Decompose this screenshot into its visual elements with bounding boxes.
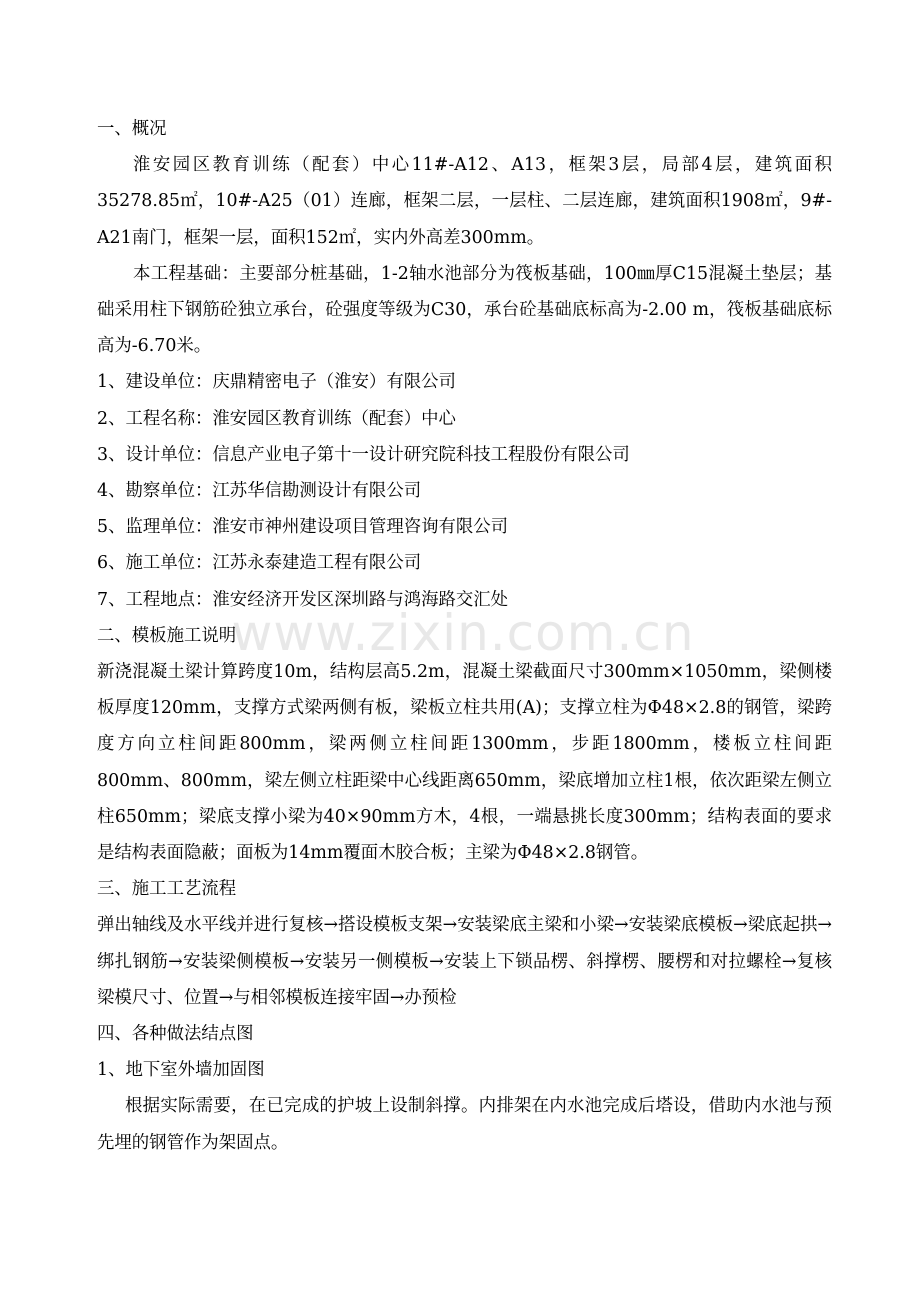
process-flow-paragraph: 弹出轴线及水平线并进行复核→搭设模板支架→安装梁底主梁和小梁→安装梁底模板→梁底起拱→绑扎钢筋→安装梁侧模板→安装另一侧模板→安装上下锁品楞、斜撑楞、腰楞和对拉螺栓→复核梁模尺寸、位置→与相邻模板连接牢固→办预检 [97, 915, 832, 1008]
list-item-contractor: 6、施工单位：江苏永泰建造工程有限公司 [97, 553, 422, 574]
list-item-supervision-unit: 5、监理单位：淮安市神州建设项目管理咨询有限公司 [97, 517, 509, 538]
document-body [97, 111, 832, 1161]
heading-node-drawings: 四、各种做法结点图 [97, 1024, 254, 1045]
heading-process-flow: 三、施工工艺流程 [97, 879, 237, 900]
formwork-paragraph: 新浇混凝土梁计算跨度10m，结构层高5.2m，混凝土梁截面尺寸300mm×1050mm，梁侧楼板厚度120mm，支撑方式梁两侧有板，梁板立柱共用(A)；支撑立柱为Φ48×2.8的钢管，梁跨度方向立柱间距800mm，梁两侧立柱间距1300mm，步距1800mm，楼板立柱间距800mm、800mm，梁左侧立柱距梁中心线距离650mm，梁底增加立柱1根，依次距梁左侧立柱650mm；梁底支撑小梁为40×90mm方木，4根，一端悬挑长度300mm；结构表面的要求是结构表面隐蔽；面板为14mm覆面木胶合板；主梁为Φ48×2.8钢管。 [97, 662, 832, 864]
watermark: www.zixin.com.cn [231, 604, 695, 662]
foundation-paragraph: 本工程基础：主要部分桩基础，1-2轴水池部分为筏板基础，100㎜厚C15混凝土垫层；基础采用柱下钢筋砼独立承台，砼强度等级为C30，承台砼基础底标高为-2.00 m，筏板基础底标高为-6.70米。 [97, 263, 832, 357]
list-item-project-name: 2、工程名称：淮安园区教育训练（配套）中心 [97, 408, 456, 429]
heading-formwork: 二、模板施工说明 [97, 625, 237, 646]
list-item-survey-unit: 4、勘察单位：江苏华信勘测设计有限公司 [97, 481, 422, 502]
overview-paragraph: 淮安园区教育训练（配套）中心11#-A12、A13，框架3层，局部4层，建筑面积35278.85㎡，10#-A25（01）连廊，框架二层，一层柱、二层连廊，建筑面积1908㎡，9#-A21南门，框架一层，面积152㎡，实内外高差300mm。 [97, 155, 832, 248]
list-item-construction-unit: 1、建设单位：庆鼎精密电子（淮安）有限公司 [97, 372, 456, 393]
basement-wall-paragraph: 根据实际需要，在已完成的护坡上设制斜撑。内排架在内水池完成后塔设，借助内水池与预先埋的钢管作为架固点。 [97, 1096, 832, 1153]
heading-overview: 一、概况 [97, 119, 167, 139]
list-item-design-unit: 3、设计单位：信息产业电子第十一设计研究院科技工程股份有限公司 [97, 444, 630, 465]
list-item-project-location: 7、工程地点：淮安经济开发区深圳路与鸿海路交汇处 [97, 589, 509, 610]
subheading-basement-wall: 1、地下室外墙加固图 [97, 1060, 265, 1081]
